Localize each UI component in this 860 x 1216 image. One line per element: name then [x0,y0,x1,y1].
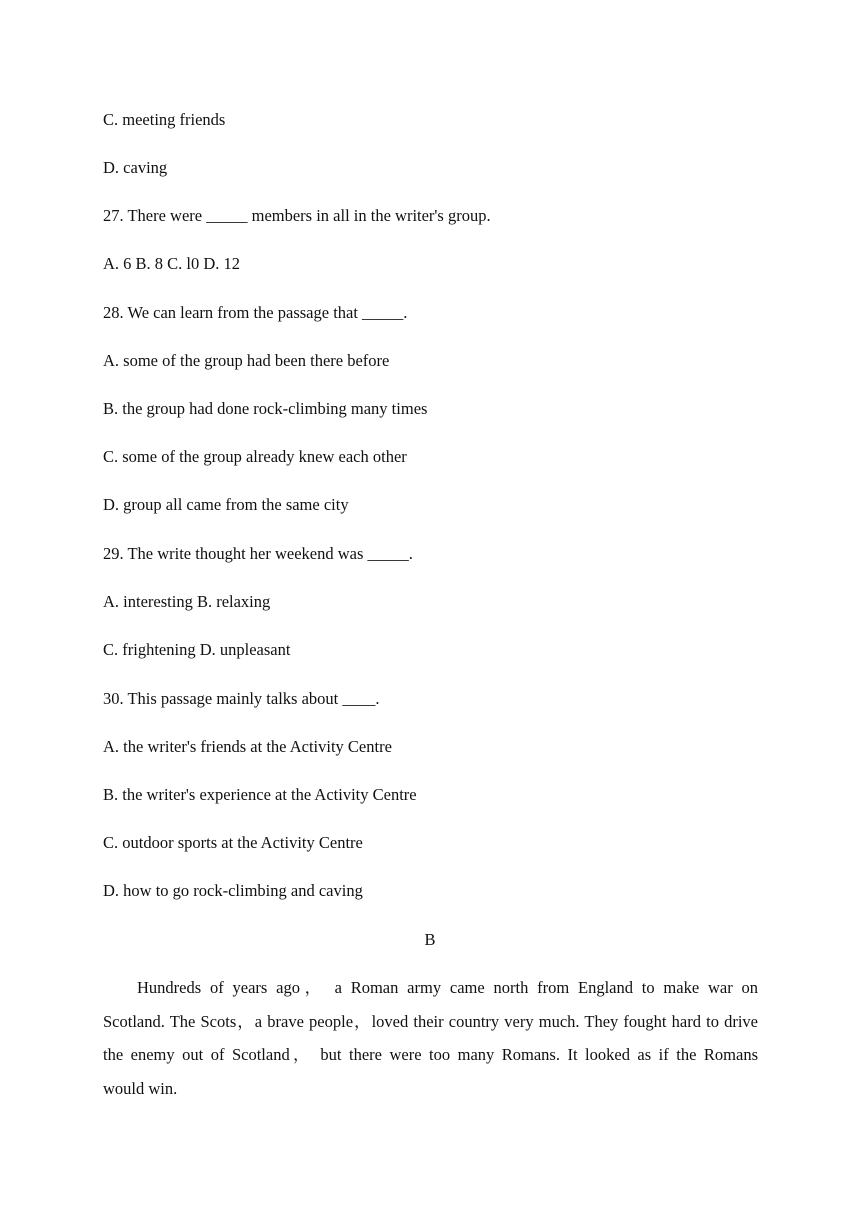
option-a-q30: A. the writer's friends at the Activity Centre [103,737,392,756]
option-c-q30: C. outdoor sports at the Activity Centre [103,833,363,852]
passage-line: Scotland. The Scots，a brave people，loved their country very much. They fought hard to drive [103,1012,758,1031]
options-cd-q29: C. frightening D. unpleasant [103,640,291,659]
question-30: 30. This passage mainly talks about ____. [103,689,380,708]
options-ab-q29: A. interesting B. relaxing [103,592,271,611]
options-q27: A. 6 B. 8 C. l0 D. 12 [103,254,241,273]
option-c-q26: C. meeting friends [103,110,226,129]
option-b-q30: B. the writer's experience at the Activity Centre [103,785,417,804]
question-27: 27. There were _____ members in all in the writer's group. [103,206,491,225]
option-d-q28: D. group all came from the same city [103,495,349,514]
question-29: 29. The write thought her weekend was _____. [103,544,413,563]
option-c-q28: C. some of the group already knew each other [103,447,407,466]
passage-line: would win. [103,1079,178,1098]
passage-line: the enemy out of Scotland， but there were too many Romans. It looked as if the Romans [103,1045,758,1064]
option-d-q26: D. caving [103,158,168,177]
passage-line: Hundreds of years ago， a Roman army came north from England to make war on [137,978,758,997]
option-d-q30: D. how to go rock-climbing and caving [103,881,363,900]
section-heading: B [424,930,436,949]
option-a-q28: A. some of the group had been there before [103,351,390,370]
option-b-q28: B. the group had done rock-climbing many times [103,399,428,418]
question-28: 28. We can learn from the passage that _____. [103,303,408,322]
